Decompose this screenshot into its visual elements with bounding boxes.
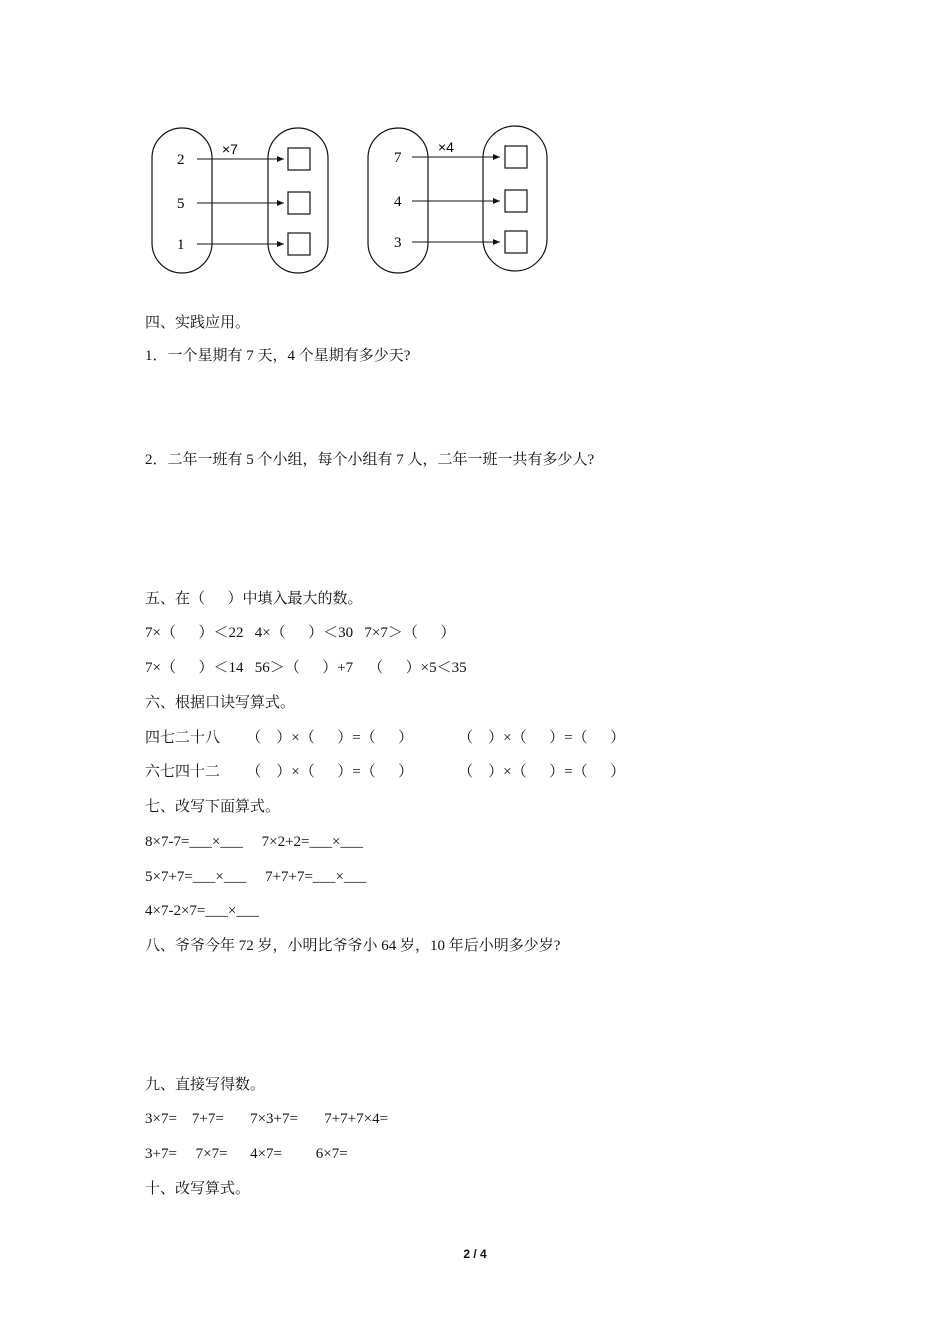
section-6-row-1: 四七二十八 （ ）×（ ）=（ ） （ ）×（ ）=（ ） bbox=[145, 730, 626, 746]
section-7-row-1: 8×7-7=___×___ 7×2+2=___×___ bbox=[145, 834, 363, 850]
section-6-row-2: 六七四十二 （ ）×（ ）=（ ） （ ）×（ ）=（ ） bbox=[145, 764, 626, 780]
right-op-label: ×4 bbox=[438, 139, 454, 155]
right-input-2: 4 bbox=[394, 194, 402, 210]
left-answer-box-3[interactable] bbox=[288, 233, 310, 255]
section-7-row-3: 4×7-2×7=___×___ bbox=[145, 903, 259, 919]
section-7-row-2: 5×7+7=___×___ 7+7+7=___×___ bbox=[145, 869, 367, 885]
left-input-2: 5 bbox=[177, 196, 185, 212]
section-6-heading: 六、根据口诀写算式。 bbox=[145, 695, 296, 711]
left-op-label: ×7 bbox=[222, 141, 238, 157]
left-answer-box-1[interactable] bbox=[288, 148, 310, 170]
left-input-1: 2 bbox=[177, 152, 185, 168]
section-5-row-1: 7×（ ）＜22 4×（ ）＜30 7×7＞（ ） bbox=[145, 625, 456, 641]
section-4-heading: 四、实践应用。 bbox=[145, 315, 251, 331]
right-input-1: 7 bbox=[394, 150, 402, 166]
right-input-3: 3 bbox=[394, 235, 402, 251]
page-number: 2 / 4 bbox=[463, 1247, 487, 1261]
section-10-heading: 十、改写算式。 bbox=[145, 1181, 251, 1197]
mapping-diagram bbox=[140, 120, 560, 285]
right-answer-box-3[interactable] bbox=[505, 231, 527, 253]
section-9-row-1: 3×7= 7+7= 7×3+7= 7+7+7×4= bbox=[145, 1111, 389, 1127]
mapping-diagram-svg bbox=[140, 120, 560, 280]
right-answer-box-1[interactable] bbox=[505, 146, 527, 168]
left-input-3: 1 bbox=[177, 237, 185, 253]
right-answer-box-2[interactable] bbox=[505, 190, 527, 212]
section-9-row-2: 3+7= 7×7= 4×7= 6×7= bbox=[145, 1146, 348, 1162]
section-8-question: 八、爷爷今年 72 岁，小明比爷爷小 64 岁，10 年后小明多少岁? bbox=[145, 938, 561, 954]
left-answer-box-2[interactable] bbox=[288, 192, 310, 214]
left-output-oval bbox=[268, 128, 328, 273]
section-7-heading: 七、改写下面算式。 bbox=[145, 799, 281, 815]
section-5-heading: 五、在（ ）中填入最大的数。 bbox=[145, 591, 363, 607]
section-5-row-2: 7×（ ）＜14 56＞（ ）+7 （ ）×5＜35 bbox=[145, 660, 467, 676]
question-4-2: 2．二年一班有 5 个小组，每个小组有 7 人，二年一班一共有多少人? bbox=[145, 452, 595, 468]
section-9-heading: 九、直接写得数。 bbox=[145, 1077, 266, 1093]
question-4-1: 1．一个星期有 7 天，4 个星期有多少天? bbox=[145, 348, 411, 364]
right-output-oval bbox=[483, 126, 547, 271]
